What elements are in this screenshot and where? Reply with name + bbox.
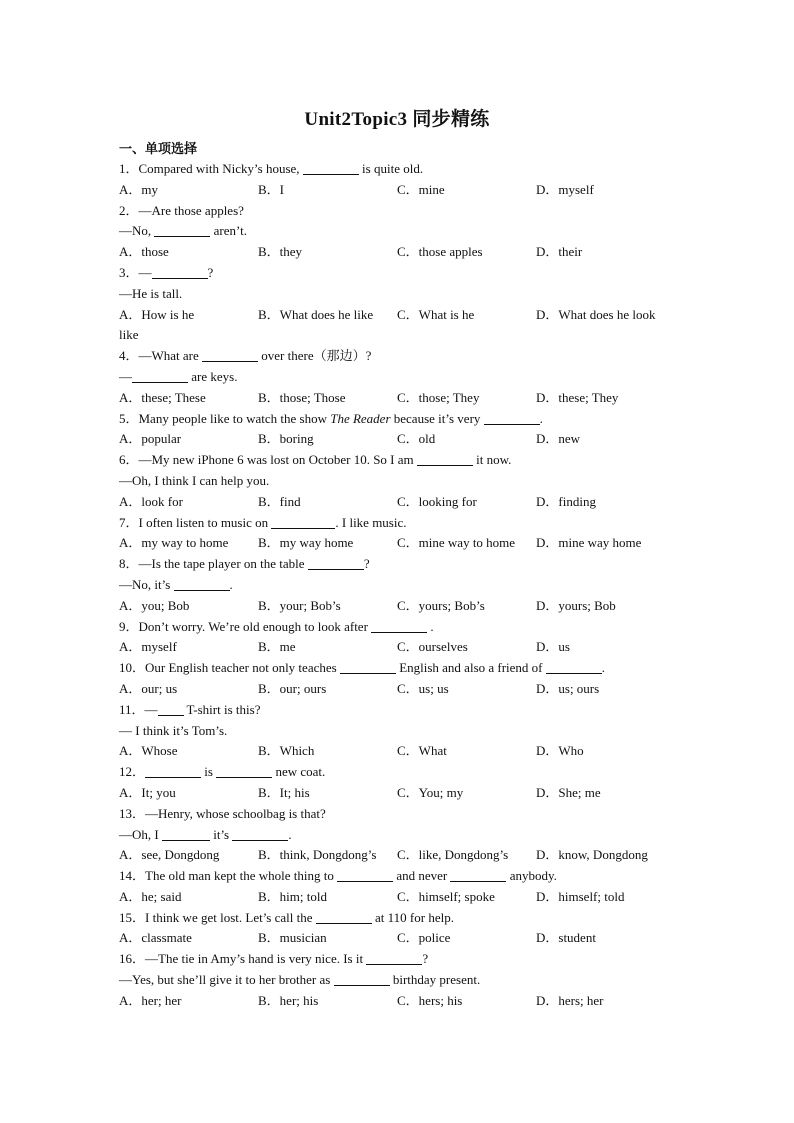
option-a: A．these; These	[119, 389, 206, 405]
option-c: C．police	[397, 930, 451, 946]
option-b: B．our; ours	[258, 680, 327, 696]
option-d: D．yours; Bob	[536, 597, 616, 613]
option-b: B．Which	[258, 743, 315, 759]
question-text: —No,	[119, 223, 155, 239]
option-c: C．old	[397, 431, 436, 447]
question-text: 15．I think we get lost. Let’s call the	[119, 909, 316, 925]
option-c: C．yours; Bob’s	[397, 597, 485, 613]
question-list	[119, 159, 679, 1012]
question-text: 2．—Are those apples?	[119, 202, 244, 218]
question-8-reply	[119, 575, 679, 596]
question-3-reply	[119, 284, 679, 305]
question-text: 8．—Is the tape player on the table	[119, 556, 308, 572]
option-a: A．her; her	[119, 992, 182, 1008]
option-a: A．classmate	[119, 930, 192, 946]
question-text: .	[539, 410, 543, 426]
question-13	[119, 804, 679, 825]
option-d: D．us	[536, 639, 570, 655]
question-11-reply	[119, 721, 679, 742]
option-a: A．myself	[119, 639, 177, 655]
option-c: C．hers; his	[397, 992, 463, 1008]
question-11	[119, 700, 679, 721]
option-d: D．myself	[536, 181, 594, 197]
question-4-reply	[119, 367, 679, 388]
question-text: —Oh, I	[119, 826, 162, 842]
options-3	[119, 305, 679, 326]
question-text: 5．Many people like to watch the show	[119, 410, 331, 426]
answer-blank	[337, 868, 393, 882]
question-text: —Yes, but she’ll give it to her brother as	[119, 972, 334, 988]
question-text: over there（那边）?	[258, 348, 372, 364]
answer-blank	[334, 972, 390, 986]
option-c: C．like, Dongdong’s	[397, 847, 509, 863]
question-9	[119, 617, 679, 638]
question-text: .	[427, 618, 434, 634]
question-text: and never	[393, 868, 451, 884]
option-b: B．me	[258, 639, 296, 655]
option-d: D．new	[536, 431, 581, 447]
options-13	[119, 845, 679, 866]
option-a: A．How is he	[119, 306, 195, 322]
answer-blank	[316, 910, 372, 924]
answer-blank	[417, 452, 473, 466]
question-text: at 110 for help.	[371, 909, 454, 925]
answer-blank	[271, 515, 335, 529]
question-text: is quite old.	[358, 161, 424, 176]
answer-blank	[132, 369, 188, 383]
option-c: C．mine way to home	[397, 535, 516, 551]
question-text: aren’t.	[210, 223, 247, 239]
option-a: A．Whose	[119, 743, 178, 759]
answer-blank	[450, 868, 506, 882]
options-10	[119, 679, 679, 700]
question-text: birthday present.	[389, 972, 481, 988]
option-d: D．himself; told	[536, 888, 625, 904]
question-text: new coat.	[272, 764, 326, 780]
option-b: B．him; told	[258, 888, 327, 904]
question-10	[119, 658, 679, 679]
section-heading: 一、单项选择	[119, 141, 198, 156]
option-b: B．your; Bob’s	[258, 597, 341, 613]
question-text: ?	[207, 264, 214, 280]
option-b: B．think, Dongdong’s	[258, 847, 377, 863]
options-5	[119, 429, 679, 450]
option-b: B．my way home	[258, 535, 354, 551]
option-c: C．mine	[397, 181, 445, 197]
answer-blank	[145, 764, 201, 778]
option-b: B．those; Those	[258, 389, 346, 405]
question-text: — I think it’s Tom’s.	[119, 722, 228, 738]
option-c: C．us; us	[397, 680, 449, 696]
question-text: English and also a friend of	[395, 660, 546, 676]
option-b: B．I	[258, 181, 285, 197]
question-text: .	[601, 660, 606, 676]
question-15	[119, 908, 679, 929]
question-text: —He is tall.	[119, 285, 183, 301]
option-b: B．her; his	[258, 992, 319, 1008]
question-text: —No, it’s	[119, 576, 174, 592]
question-13-reply	[119, 825, 679, 846]
question-text: .	[288, 826, 292, 842]
answer-blank	[484, 411, 540, 425]
question-text: 16．—The tie in Amy’s hand is very nice. Is it	[119, 951, 367, 967]
option-a: A．you; Bob	[119, 597, 190, 613]
option-b: B．boring	[258, 431, 314, 447]
question-text: 7．I often listen to music on	[119, 514, 272, 530]
option-d: D．What does he look	[536, 306, 656, 322]
question-text: . I like music.	[335, 514, 407, 530]
option-d: D．hers; her	[536, 992, 604, 1008]
question-text: 3．—	[119, 264, 152, 280]
question-text: are keys.	[188, 368, 238, 384]
option-c: C．ourselves	[397, 639, 468, 655]
options-12	[119, 783, 679, 804]
question-text: 6．—My new iPhone 6 was lost on October 10. So I am	[119, 452, 417, 468]
question-text: 13．—Henry, whose schoolbag is that?	[119, 805, 326, 821]
option-a: A．our; us	[119, 680, 178, 696]
question-text: 4．—What are	[119, 348, 203, 364]
question-text: is	[201, 764, 217, 780]
question-text: —Oh, I think I can help you.	[119, 472, 270, 488]
question-text: 9．Don’t worry. We’re old enough to look after	[119, 618, 372, 634]
answer-blank	[158, 702, 184, 716]
answer-blank	[303, 161, 359, 175]
options-15	[119, 928, 679, 949]
option-b: B．What does he like	[258, 306, 374, 322]
options-9	[119, 637, 679, 658]
question-text: it now.	[472, 452, 512, 468]
answer-blank	[202, 348, 258, 362]
question-text: ?	[363, 556, 370, 572]
answer-blank	[232, 827, 288, 841]
option-d: D．student	[536, 930, 596, 946]
question-text: because it’s very	[390, 410, 484, 426]
option-a: A．look for	[119, 493, 183, 509]
option-d: D．She; me	[536, 784, 601, 800]
option-d: D．these; They	[536, 389, 619, 405]
option-a: A．It; you	[119, 784, 176, 800]
option-c: C．What is he	[397, 306, 475, 322]
question-4	[119, 346, 679, 367]
option-d: D．finding	[536, 493, 596, 509]
option-a: A．he; said	[119, 888, 182, 904]
options-11	[119, 741, 679, 762]
options-6	[119, 492, 679, 513]
question-text: ?	[422, 951, 429, 967]
question-text: anybody.	[506, 868, 557, 884]
option-b: B．they	[258, 244, 303, 260]
answer-blank	[546, 660, 602, 674]
question-2-reply	[119, 221, 679, 242]
question-3	[119, 263, 679, 284]
option-d: D．mine way home	[536, 535, 642, 551]
options-7	[119, 533, 679, 554]
options-14	[119, 887, 679, 908]
options-4	[119, 388, 679, 409]
option-c: C．You; my	[397, 784, 464, 800]
question-text: 14．The old man kept the whole thing to	[119, 868, 338, 884]
option-c: C．himself; spoke	[397, 888, 495, 904]
answer-blank	[308, 556, 364, 570]
show-title: The Reader	[330, 410, 391, 426]
option-b: B．musician	[258, 930, 327, 946]
question-text: T-shirt is this?	[183, 701, 261, 717]
option-c: C．those apples	[397, 244, 483, 260]
option-b: B．It; his	[258, 784, 310, 800]
option-c: C．those; They	[397, 389, 480, 405]
answer-blank	[371, 619, 427, 633]
option-b: B．find	[258, 493, 301, 509]
answer-blank	[366, 951, 422, 965]
question-text: it’s	[209, 826, 233, 842]
option-d: D．know, Dongdong	[536, 847, 648, 863]
option-d: D．Who	[536, 743, 584, 759]
answer-blank	[216, 764, 272, 778]
question-text: 10．Our English teacher not only teaches	[119, 660, 340, 676]
option-c: C．looking for	[397, 493, 477, 509]
option-d: D．their	[536, 244, 583, 260]
answer-blank	[340, 660, 396, 674]
options-16	[119, 991, 679, 1012]
answer-blank	[152, 265, 208, 279]
question-text: .	[229, 576, 233, 592]
question-8	[119, 554, 679, 575]
options-3-wrap	[119, 325, 679, 346]
answer-blank	[162, 827, 210, 841]
option-a: A．my	[119, 181, 159, 197]
question-7	[119, 513, 679, 534]
options-2	[119, 242, 679, 263]
question-text: —	[119, 368, 132, 384]
question-text: 1．Compared with Nicky’s house,	[119, 161, 303, 176]
options-1	[119, 180, 679, 201]
question-6	[119, 450, 679, 471]
option-a: A．see, Dongdong	[119, 847, 220, 863]
option-d-continued: like	[119, 327, 139, 343]
question-text: 12．	[119, 764, 146, 780]
answer-blank	[174, 577, 230, 591]
document-title: Unit2Topic3 同步精练	[304, 109, 490, 130]
option-a: A．popular	[119, 431, 182, 447]
option-a: A．those	[119, 244, 169, 260]
option-a: A．my way to home	[119, 535, 229, 551]
options-8	[119, 596, 679, 617]
question-12	[119, 762, 679, 783]
option-c: C．What	[397, 743, 447, 759]
question-6-reply	[119, 471, 679, 492]
question-2	[119, 201, 679, 222]
answer-blank	[154, 223, 210, 237]
question-14	[119, 866, 679, 887]
question-16	[119, 949, 679, 970]
question-1	[119, 159, 679, 180]
question-5	[119, 409, 679, 430]
question-text: 11．—	[119, 701, 158, 717]
question-16-reply	[119, 970, 679, 991]
option-d: D．us; ours	[536, 680, 600, 696]
